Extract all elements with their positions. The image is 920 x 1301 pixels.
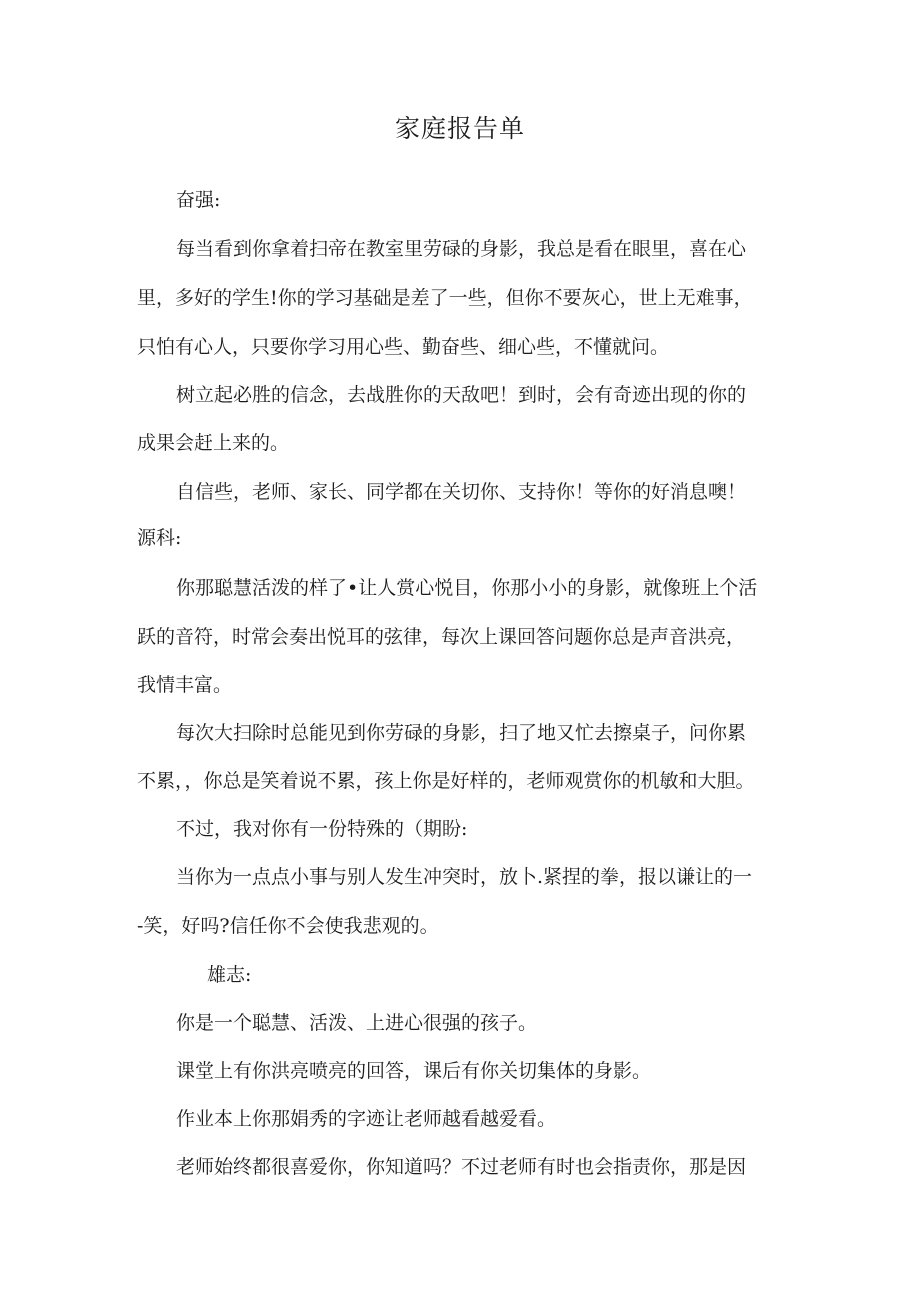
document-title: 家庭报告单: [394, 114, 525, 143]
paragraph-line: -笑，好吗?信任你不会使我悲观的。: [137, 915, 439, 937]
paragraph-line: 当你为一点点小事与别人发生冲突时，放卜.紧捏的拳，报以谦让的一: [176, 866, 753, 888]
paragraph-line: 自信些，老师、家长、同学都在关切你、支持你！等你的好消息噢！: [176, 481, 747, 503]
paragraph-line: 作业本上你那娟秀的字迹让老师越看越爱看。: [176, 1108, 557, 1130]
paragraph-line: 跃的音符，时常会奏出悦耳的弦律，每次上课回答问题你总是声音洪亮，: [137, 626, 746, 648]
paragraph-line: 你是一个聪慧、活泼、上进心很强的孩子。: [176, 1012, 538, 1034]
paragraph-line: 老师始终都很喜爱你，你知道吗？不过老师有时也会指责你，那是因: [176, 1156, 747, 1178]
paragraph-line: 成果会赶上来的。: [137, 432, 290, 454]
paragraph-line: 只怕有心人，只要你学习用心些、勤奋些、细心些，不懂就问。: [137, 336, 670, 358]
paragraph-line: 树立起必胜的信念，去战胜你的天敌吧！到时，会有奇迹出现的你的: [176, 384, 747, 406]
salutation-fenqiang: 奋强:: [176, 189, 221, 211]
paragraph-line: 你那聪慧活泼的样了•让人赏心悦目，你那小小的身影，就像班上个活: [176, 577, 758, 599]
paragraph-line: 每当看到你拿着扫帝在教室里劳碌的身影，我总是看在眼里，喜在心: [176, 238, 747, 260]
salutation-xiongzhi: 雄志:: [207, 964, 252, 986]
paragraph-line: 我情丰富。: [137, 674, 233, 696]
salutation-yuanke: 源科:: [137, 527, 182, 549]
paragraph-line: 课堂上有你洪亮喷亮的回答，课后有你关切集体的身影。: [176, 1060, 652, 1082]
paragraph-line: 每次大扫除时总能见到你劳碌的身影，扫了地又忙去擦桌子，问你累: [176, 722, 747, 744]
paragraph-line: 不累，，你总是笑着说不累，孩上你是好样的，老师观赏你的机敏和大胆。: [137, 770, 755, 792]
paragraph-line: 里，多好的学生!你的学习基础是差了一些，但你不要灰心，世上无难事，: [137, 287, 753, 309]
paragraph-line: 不过，我对你有一份特殊的（期盼:: [176, 818, 468, 840]
